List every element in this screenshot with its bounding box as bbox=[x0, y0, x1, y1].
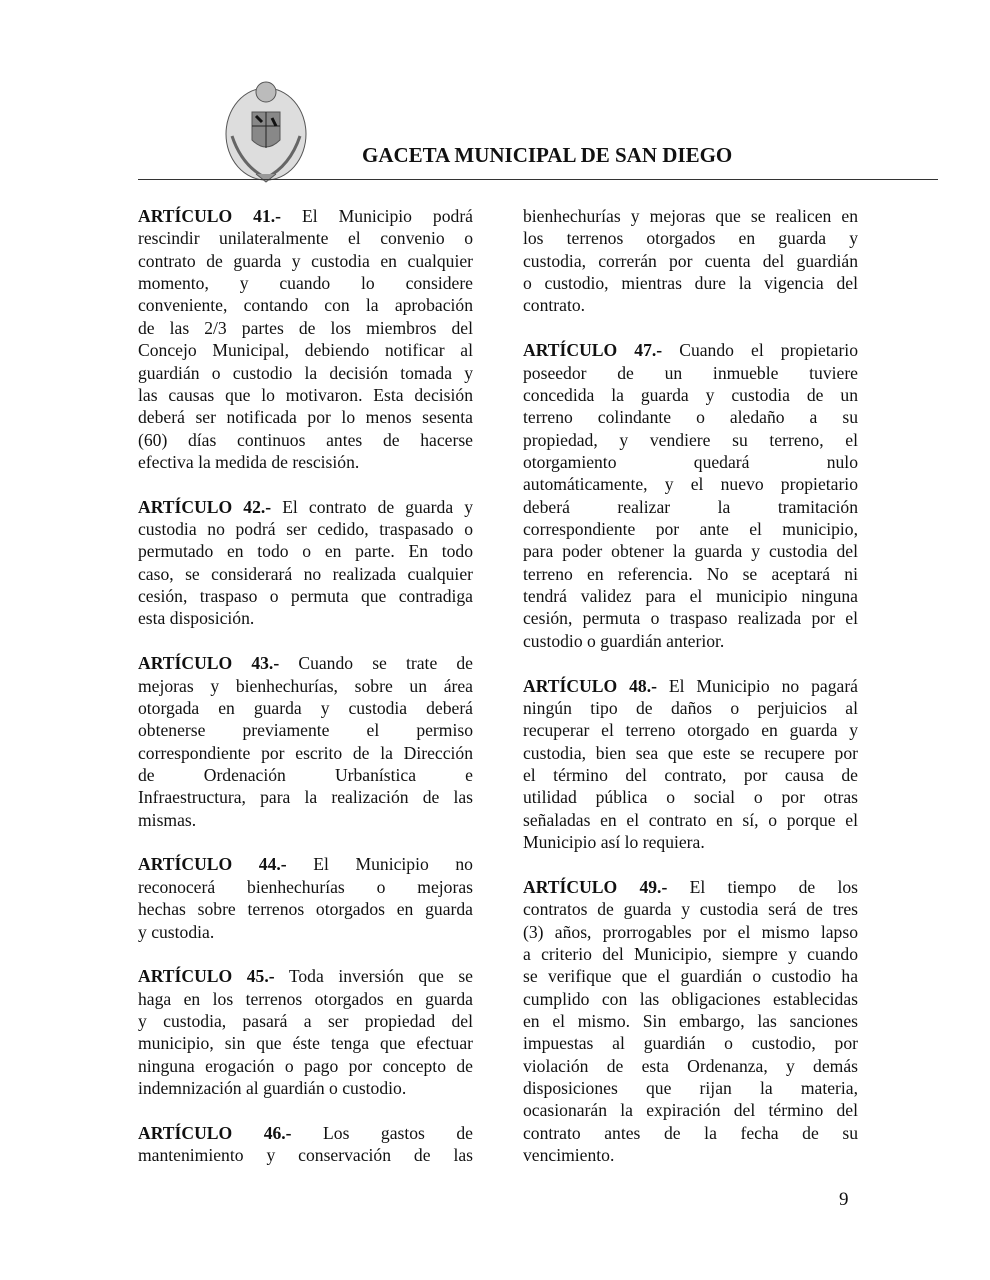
text-line bbox=[523, 831, 858, 853]
line-text: custodia, correrán por cuenta del guardián bbox=[523, 250, 858, 271]
text-line bbox=[138, 518, 473, 540]
line-text: recuperar el terreno otorgado en guarda y bbox=[523, 720, 858, 741]
text-line bbox=[138, 496, 473, 518]
text-line bbox=[523, 876, 858, 898]
line-text: concedida la guarda y custodia de un bbox=[523, 384, 858, 405]
text-line bbox=[523, 742, 858, 764]
line-text: contrato. bbox=[523, 295, 586, 316]
text-line bbox=[138, 965, 473, 987]
line-text: ocasionarán la expiración del término del bbox=[523, 1100, 858, 1121]
text-line bbox=[523, 540, 858, 562]
line-text: tendrá validez para el municipio ninguna bbox=[523, 586, 858, 607]
line-text: rescindir unilateralmente el convenio o bbox=[138, 228, 473, 249]
text-line bbox=[523, 1099, 858, 1121]
left-column bbox=[138, 205, 473, 1189]
text-line bbox=[523, 809, 858, 831]
line-text: deberá realizar la tramitación bbox=[523, 496, 858, 517]
text-line bbox=[138, 250, 473, 272]
text-line bbox=[138, 898, 473, 920]
line-text: contrato antes de la fecha de su bbox=[523, 1122, 858, 1143]
text-line bbox=[523, 362, 858, 384]
text-line bbox=[138, 1122, 473, 1144]
line-text: efectiva la medida de rescisión. bbox=[138, 451, 360, 472]
line-text: contratos de guarda y custodia será de tres bbox=[523, 899, 858, 920]
text-line bbox=[523, 227, 858, 249]
line-text: Cuando el propietario bbox=[662, 340, 858, 361]
line-text: terreno en referencia. No se aceptará ni bbox=[523, 563, 858, 584]
line-text: obtenerse previamente el permiso bbox=[138, 720, 473, 741]
line-text: y custodia, pasará a ser propiedad del bbox=[138, 1010, 473, 1031]
text-line bbox=[138, 406, 473, 428]
line-text: ninguna erogación o pago por concepto de bbox=[138, 1055, 473, 1076]
line-text: y custodia. bbox=[138, 921, 215, 942]
text-line bbox=[138, 652, 473, 674]
right-column bbox=[523, 205, 858, 1189]
text-line bbox=[138, 1032, 473, 1054]
text-line bbox=[523, 205, 858, 227]
line-text: otorgada en guarda y custodia deberá bbox=[138, 697, 473, 718]
article-paragraph bbox=[523, 205, 858, 317]
text-line bbox=[523, 786, 858, 808]
article-paragraph bbox=[138, 652, 473, 831]
line-text: mantenimiento y conservación de las bbox=[138, 1145, 473, 1166]
line-text: disposiciones que rijan la materia, bbox=[523, 1078, 858, 1099]
text-line bbox=[138, 675, 473, 697]
article-label: ARTÍCULO 44.- bbox=[138, 854, 287, 875]
text-line bbox=[138, 1055, 473, 1077]
line-text: municipio, sin que éste tenga que efectuar bbox=[138, 1033, 473, 1054]
article-paragraph bbox=[523, 876, 858, 1167]
line-text: mejoras y bienhechurías, sobre un área bbox=[138, 675, 473, 696]
text-line bbox=[523, 607, 858, 629]
line-text: o custodio, mientras dure la vigencia del bbox=[523, 273, 858, 294]
text-line bbox=[523, 406, 858, 428]
text-line bbox=[523, 563, 858, 585]
text-line bbox=[523, 1032, 858, 1054]
text-line bbox=[523, 1055, 858, 1077]
text-line bbox=[138, 1144, 473, 1166]
text-line bbox=[523, 384, 858, 406]
line-text: las causas que lo motivaron. Esta decisión bbox=[138, 384, 473, 405]
line-text: de las 2/3 partes de los miembros del bbox=[138, 317, 473, 338]
line-text: a criterio del Municipio, siempre y cuando bbox=[523, 943, 858, 964]
text-line bbox=[523, 965, 858, 987]
article-label: ARTÍCULO 48.- bbox=[523, 675, 657, 696]
text-line bbox=[138, 876, 473, 898]
text-line bbox=[523, 943, 858, 965]
line-text: terreno colindante o aledaño a su bbox=[523, 407, 858, 428]
article-paragraph bbox=[138, 496, 473, 630]
line-text: custodio o guardián anterior. bbox=[523, 630, 725, 651]
line-text: reconocerá bienhechurías o mejoras bbox=[138, 876, 473, 897]
article-label: ARTÍCULO 46.- bbox=[138, 1122, 292, 1143]
text-line bbox=[523, 272, 858, 294]
line-text: custodia no podrá ser cedido, traspasado o bbox=[138, 519, 473, 540]
text-line bbox=[138, 764, 473, 786]
line-text: conveniente, contando con la aprobación bbox=[138, 295, 473, 316]
line-text: esta disposición. bbox=[138, 608, 255, 629]
text-line bbox=[523, 294, 858, 316]
line-text: utilidad pública o social o por otras bbox=[523, 787, 858, 808]
article-paragraph bbox=[138, 1122, 473, 1167]
text-line bbox=[138, 227, 473, 249]
line-text: cesión, traspaso o permuta que contradiga bbox=[138, 586, 473, 607]
text-line bbox=[523, 429, 858, 451]
article-label: ARTÍCULO 43.- bbox=[138, 653, 280, 674]
municipal-seal-icon bbox=[222, 76, 310, 186]
line-text: custodia, bien sea que este se recupere por bbox=[523, 742, 858, 763]
line-text: guardián o custodio la decisión tomada y bbox=[138, 362, 473, 383]
line-text: bienhechurías y mejoras que se realicen en bbox=[523, 206, 858, 226]
text-line bbox=[523, 339, 858, 361]
line-text: hechas sobre terrenos otorgados en guarda bbox=[138, 899, 473, 920]
line-text: el término del contrato, por causa de bbox=[523, 764, 858, 785]
text-line bbox=[523, 250, 858, 272]
text-line bbox=[138, 809, 473, 831]
text-line bbox=[523, 675, 858, 697]
line-text: se verifique que el guardián o custodio ha bbox=[523, 966, 858, 987]
line-text: Concejo Municipal, debiendo notificar al bbox=[138, 340, 473, 361]
article-paragraph bbox=[138, 965, 473, 1099]
text-line bbox=[523, 1144, 858, 1166]
text-line bbox=[523, 921, 858, 943]
text-line bbox=[523, 518, 858, 540]
line-text: mismas. bbox=[138, 809, 197, 830]
article-label: ARTÍCULO 49.- bbox=[523, 876, 668, 897]
text-line bbox=[523, 585, 858, 607]
line-text: El Municipio no bbox=[286, 854, 473, 875]
line-text: indemnización al guardián o custodio. bbox=[138, 1078, 407, 1099]
line-text: los terrenos otorgados en guarda y bbox=[523, 228, 858, 249]
line-text: para poder obtener la guarda y custodia del bbox=[523, 541, 858, 562]
page-number: 9 bbox=[839, 1189, 849, 1210]
article-label: ARTÍCULO 45.- bbox=[138, 966, 275, 987]
text-line bbox=[138, 563, 473, 585]
article-label: ARTÍCULO 47.- bbox=[523, 340, 663, 361]
line-text: momento, y cuando lo considere bbox=[138, 273, 473, 294]
text-line bbox=[523, 473, 858, 495]
text-line bbox=[138, 786, 473, 808]
text-line bbox=[138, 384, 473, 406]
text-line bbox=[138, 339, 473, 361]
text-line bbox=[138, 1010, 473, 1032]
line-text: otorgamiento quedará nulo bbox=[523, 451, 858, 472]
text-line bbox=[138, 697, 473, 719]
text-line bbox=[138, 719, 473, 741]
line-text: Toda inversión que se bbox=[274, 966, 473, 987]
line-text: ningún tipo de daños o perjuicios al bbox=[523, 697, 858, 718]
text-line bbox=[138, 362, 473, 384]
line-text: contrato de guarda y custodia en cualquier bbox=[138, 250, 473, 271]
text-line bbox=[138, 294, 473, 316]
line-text: (3) años, prorrogables por el mismo lapso bbox=[523, 921, 858, 942]
line-text: cesión, permuta o traspaso realizada por el bbox=[523, 608, 858, 629]
header-divider bbox=[138, 179, 938, 180]
line-text: de Ordenación Urbanística e bbox=[138, 764, 473, 785]
text-line bbox=[523, 719, 858, 741]
text-line bbox=[523, 1122, 858, 1144]
line-text: poseedor de un inmueble tuviere bbox=[523, 362, 858, 383]
line-text: impuestas al guardián o custodio, por bbox=[523, 1033, 858, 1054]
text-line bbox=[138, 429, 473, 451]
line-text: automáticamente, y el nuevo propietario bbox=[523, 474, 858, 495]
line-text: El Municipio podrá bbox=[281, 206, 473, 226]
line-text: Infraestructura, para la realización de las bbox=[138, 787, 473, 808]
line-text: Los gastos de bbox=[291, 1122, 473, 1143]
text-line bbox=[523, 630, 858, 652]
text-line bbox=[138, 988, 473, 1010]
text-line bbox=[138, 272, 473, 294]
text-line bbox=[138, 540, 473, 562]
line-text: El contrato de guarda y bbox=[271, 496, 473, 517]
line-text: caso, se considerará no realizada cualquier bbox=[138, 563, 473, 584]
line-text: en el mismo. Sin embargo, las sanciones bbox=[523, 1010, 858, 1031]
article-paragraph bbox=[138, 853, 473, 942]
text-line bbox=[138, 585, 473, 607]
article-paragraph bbox=[138, 205, 473, 473]
line-text: propiedad, y vendiere su terreno, el bbox=[523, 429, 858, 450]
text-line bbox=[138, 742, 473, 764]
line-text: correspondiente por ante el municipio, bbox=[523, 519, 858, 540]
line-text: deberá ser notificada por lo menos sesenta bbox=[138, 407, 473, 428]
line-text: El Municipio no pagará bbox=[656, 675, 858, 696]
text-line bbox=[138, 921, 473, 943]
article-label: ARTÍCULO 42.- bbox=[138, 496, 272, 517]
text-line bbox=[523, 988, 858, 1010]
article-label: ARTÍCULO 41.- bbox=[138, 206, 282, 226]
line-text: (60) días continuos antes de hacerse bbox=[138, 429, 473, 450]
line-text: señaladas en el contrato en sí, o porque el bbox=[523, 809, 858, 830]
line-text: correspondiente por escrito de la Dirección bbox=[138, 742, 473, 763]
text-line bbox=[138, 451, 473, 473]
text-line bbox=[523, 1077, 858, 1099]
line-text: permutado en todo o en parte. En todo bbox=[138, 541, 473, 562]
line-text: Municipio así lo requiera. bbox=[523, 832, 705, 853]
line-text: violación de esta Ordenanza, y demás bbox=[523, 1055, 858, 1076]
text-line bbox=[523, 451, 858, 473]
text-line bbox=[523, 496, 858, 518]
text-line bbox=[138, 205, 473, 227]
text-line bbox=[138, 317, 473, 339]
line-text: El tiempo de los bbox=[667, 876, 858, 897]
line-text: cumplido con las obligaciones establecidas bbox=[523, 988, 858, 1009]
gazette-title: GACETA MUNICIPAL DE SAN DIEGO bbox=[362, 143, 733, 167]
text-line bbox=[138, 607, 473, 629]
text-line bbox=[138, 1077, 473, 1099]
text-line bbox=[523, 898, 858, 920]
line-text: haga en los terrenos otorgados en guarda bbox=[138, 988, 473, 1009]
text-line bbox=[138, 853, 473, 875]
text-line bbox=[523, 1010, 858, 1032]
article-paragraph bbox=[523, 339, 858, 652]
article-paragraph bbox=[523, 675, 858, 854]
line-text: vencimiento. bbox=[523, 1145, 615, 1166]
text-line bbox=[523, 764, 858, 786]
text-line bbox=[523, 697, 858, 719]
line-text: Cuando se trate de bbox=[279, 653, 473, 674]
